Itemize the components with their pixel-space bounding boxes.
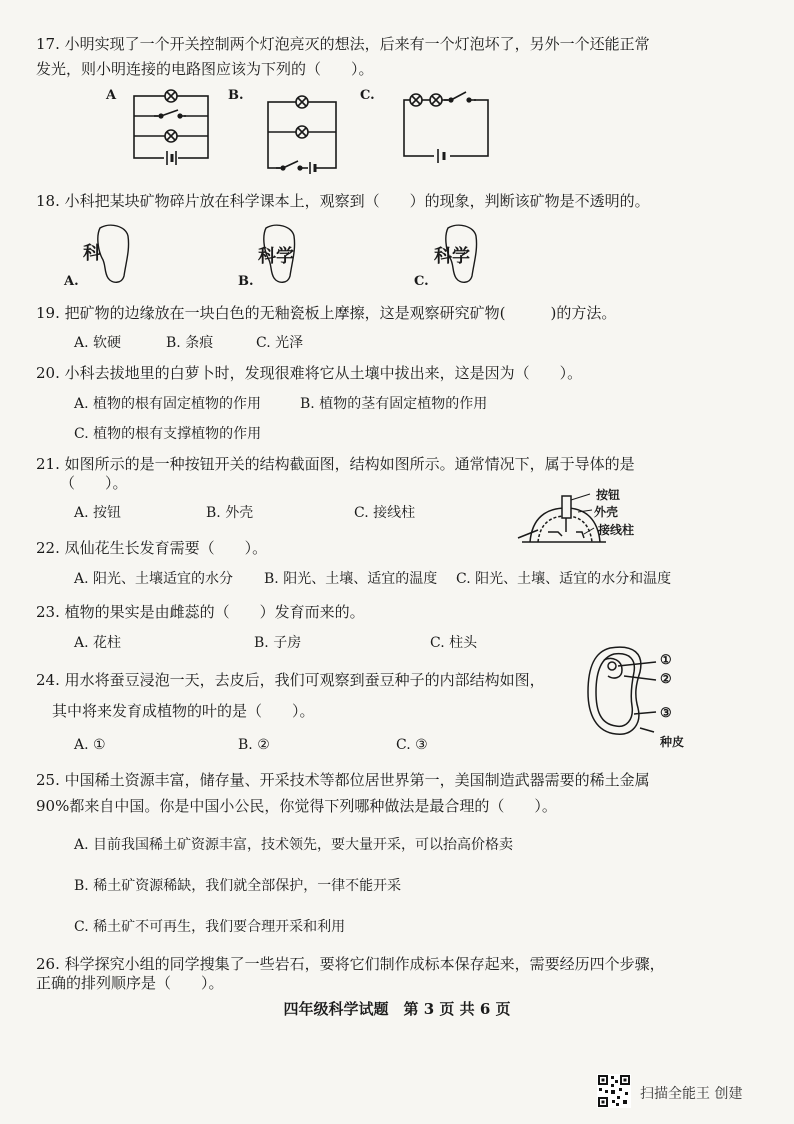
- q23-option-b: B. 子房: [254, 635, 302, 651]
- q17-option-b-label: B.: [228, 88, 244, 103]
- button-switch-diagram: [518, 488, 608, 552]
- q23-text: 23. 植物的果实是由雌蕊的（ ）发育而来的。: [36, 603, 365, 621]
- q22-text: 22. 凤仙花生长发育需要（ ）。: [36, 539, 268, 557]
- q18-text: 18. 小科把某块矿物碎片放在科学课本上，观察到（ ）的现象，判断该矿物是不透明的。: [36, 192, 650, 210]
- watermark-text: 扫描全能王 创建: [640, 1086, 743, 1102]
- q17-option-a-label: A: [106, 88, 117, 103]
- q17-option-c-label: C.: [360, 88, 375, 103]
- q25-option-b: B. 稀土矿资源稀缺，我们就全部保护，一律不能开采: [74, 878, 402, 894]
- seed-label-2: ②: [660, 672, 672, 687]
- mineral-c-text: 科学: [434, 246, 470, 267]
- q24-option-c: C. ③: [396, 737, 428, 753]
- q20-option-c: C. 植物的根有支撑植物的作用: [74, 426, 262, 442]
- q18-option-c-label: C.: [414, 274, 429, 289]
- label-button: 按钮: [596, 488, 621, 502]
- q25-option-c: C. 稀土矿不可再生，我们要合理开采和利用: [74, 919, 346, 935]
- q25-option-a: A. 目前我国稀土矿资源丰富，技术领先，要大量开采，可以抬高价格卖: [74, 837, 514, 853]
- q25-line2: 90%都来自中国。你是中国小公民，你觉得下列哪种做法是最合理的（ ）。: [36, 797, 557, 815]
- q19-option-a: A. 软硬: [74, 335, 122, 351]
- q19-option-c: C. 光泽: [256, 335, 304, 351]
- q21-option-a: A. 按钮: [74, 505, 122, 521]
- q19-option-b: B. 条痕: [166, 335, 214, 351]
- q24-line2: 其中将来发育成植物的叶的是（ ）。: [52, 702, 315, 720]
- mineral-a-text: 科: [83, 243, 101, 264]
- q25-line1: 25. 中国稀土资源丰富，储存量、开采技术等都位居世界第一，美国制造武器需要的稀土金属: [36, 771, 650, 789]
- q19-text: 19. 把矿物的边缘放在一块白色的无釉瓷板上摩擦，这是观察研究矿物( )的方法。: [36, 304, 617, 322]
- q26-line1: 26. 科学探究小组的同学搜集了一些岩石，要将它们制作成标本保存起来，需要经历四个步骤，: [36, 955, 665, 973]
- q18-option-b-label: B.: [238, 274, 254, 289]
- q17-line1: 17. 小明实现了一个开关控制两个灯泡亮灭的想法，后来有一个灯泡坏了，另外一个还能正常: [36, 35, 650, 53]
- circuit-diagram-b: [262, 96, 342, 176]
- circuit-diagram-c: [398, 86, 494, 164]
- mineral-fragment-a: [96, 222, 132, 286]
- q21-option-b: B. 外壳: [206, 505, 254, 521]
- seed-label-coat: 种皮: [660, 735, 685, 749]
- seed-label-3: ③: [660, 706, 672, 721]
- q22-option-b: B. 阳光、土壤、适宜的温度: [264, 571, 438, 587]
- q20-option-b: B. 植物的茎有固定植物的作用: [300, 396, 488, 412]
- seed-label-1: ①: [660, 653, 672, 668]
- q20-option-a: A. 植物的根有固定植物的作用: [74, 396, 262, 412]
- page-footer: 四年级科学试题 第 3 页 共 6 页: [283, 1000, 511, 1018]
- q22-option-c: C. 阳光、土壤、适宜的水分和温度: [456, 571, 672, 587]
- q18-option-a-label: A.: [64, 274, 79, 289]
- q22-option-a: A. 阳光、土壤适宜的水分: [74, 571, 234, 587]
- q21-line2: （ ）。: [60, 474, 128, 492]
- qr-code-icon: [597, 1074, 631, 1108]
- label-shell: 外壳: [594, 505, 619, 519]
- q20-text: 20. 小科去拔地里的白萝卜时，发现很难将它从土壤中拔出来，这是因为（ ）。: [36, 364, 583, 382]
- broad-bean-seed-diagram: [584, 644, 660, 738]
- q24-line1: 24. 用水将蚕豆浸泡一天，去皮后，我们可观察到蚕豆种子的内部结构如图，: [36, 671, 545, 689]
- label-terminal: 接线柱: [598, 523, 635, 537]
- q21-option-c: C. 接线柱: [354, 505, 416, 521]
- mineral-b-text: 科学: [258, 246, 294, 267]
- q23-option-c: C. 柱头: [430, 635, 478, 651]
- q24-option-a: A. ①: [74, 737, 106, 753]
- q24-option-b: B. ②: [238, 737, 270, 753]
- q17-line2: 发光，则小明连接的电路图应该为下列的（ ）。: [36, 60, 374, 78]
- q21-line1: 21. 如图所示的是一种按钮开关的结构截面图，结构如图所示。通常情况下，属于导体的是: [36, 455, 635, 473]
- circuit-diagram-a: [128, 88, 214, 166]
- q26-line2: 正确的排列顺序是（ ）。: [36, 974, 224, 992]
- q23-option-a: A. 花柱: [74, 635, 122, 651]
